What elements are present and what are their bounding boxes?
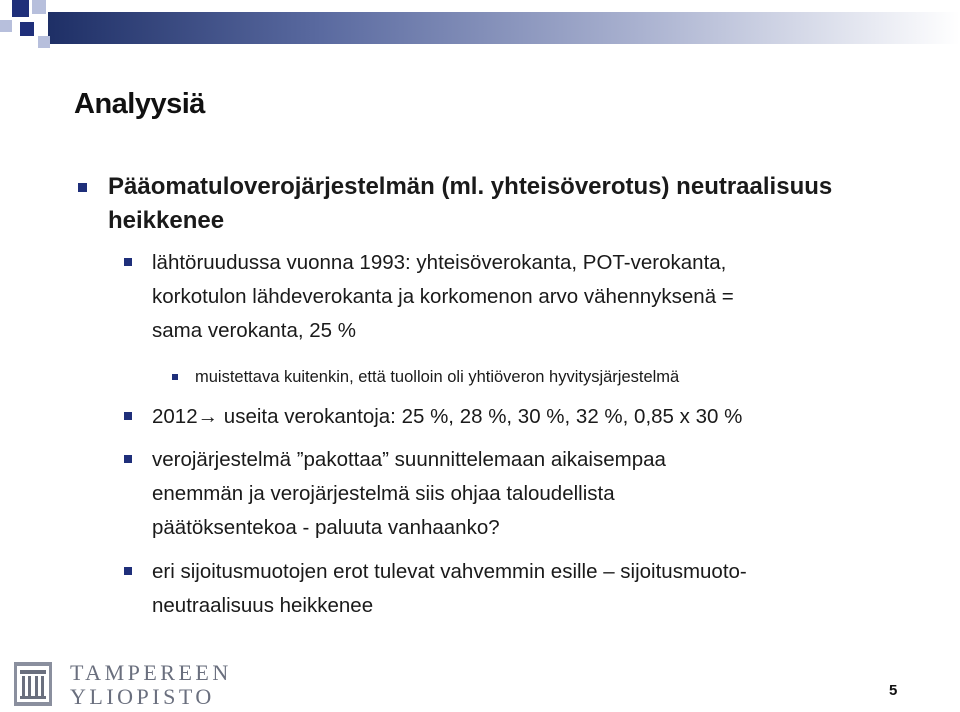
header-decor-square: [32, 0, 46, 14]
slide-title: Analyysiä: [74, 88, 205, 120]
header-gradient-bar: [48, 12, 960, 44]
header-decor-square: [38, 36, 50, 48]
sub-bullet-line: päätöksentekoa - paluuta vanhaanko?: [152, 516, 500, 539]
university-pillars-icon: [14, 662, 52, 706]
logo-line-2: YLIOPISTO: [70, 684, 215, 709]
sub-bullet-line: enemmän ja verojärjestelmä siis ohjaa taloudellista: [152, 482, 615, 505]
main-bullet-line: Pääomatuloverojärjestelmän (ml. yhteisöverotus) neutraalisuus: [108, 173, 833, 200]
header-decor-square: [20, 22, 34, 36]
bullet-square: [172, 374, 178, 380]
sub-bullet-text: [152, 443, 872, 545]
page-number: 5: [889, 682, 898, 699]
sub-bullet-line: eri sijoitusmuotojen erot tulevat vahvemmin esille – sijoitusmuoto-: [152, 560, 747, 583]
bullet-square: [78, 183, 87, 192]
header-decor-square: [0, 20, 12, 32]
sub-bullet-line: korkotulon lähdeverokanta ja korkomenon arvo vähennyksenä =: [152, 285, 734, 308]
bullet-square: [124, 412, 132, 420]
sub-bullet-text: [152, 246, 872, 348]
subsub-bullet-text: muistettava kuitenkin, että tuolloin oli yhtiöveron hyvitysjärjestelmä: [195, 368, 680, 386]
sub-bullet-text: [152, 400, 872, 434]
arrow-right-icon: →: [197, 405, 219, 428]
sub-bullet-line: sama verokanta, 25 %: [152, 319, 356, 342]
tax-rates-text: useita verokantoja: 25 %, 28 %, 30 %, 32 %, 0,85 x 30 %: [218, 405, 743, 428]
sub-bullet-line: verojärjestelmä ”pakottaa” suunnittelemaan aikaisempaa: [152, 448, 666, 471]
sub-bullet-line: lähtöruudussa vuonna 1993: yhteisöverokanta, POT-verokanta,: [152, 251, 727, 274]
sub-bullet-text: [152, 555, 872, 623]
bullet-square: [124, 567, 132, 575]
main-bullet-text: [108, 170, 888, 238]
main-bullet-line: heikkenee: [108, 207, 225, 234]
bullet-square: [124, 258, 132, 266]
logo-line-1: TAMPEREEN: [70, 660, 232, 685]
year-label: 2012: [152, 405, 198, 428]
header-decor-square: [12, 0, 29, 17]
bullet-square: [124, 455, 132, 463]
sub-bullet-line: neutraalisuus heikkenee: [152, 594, 374, 617]
